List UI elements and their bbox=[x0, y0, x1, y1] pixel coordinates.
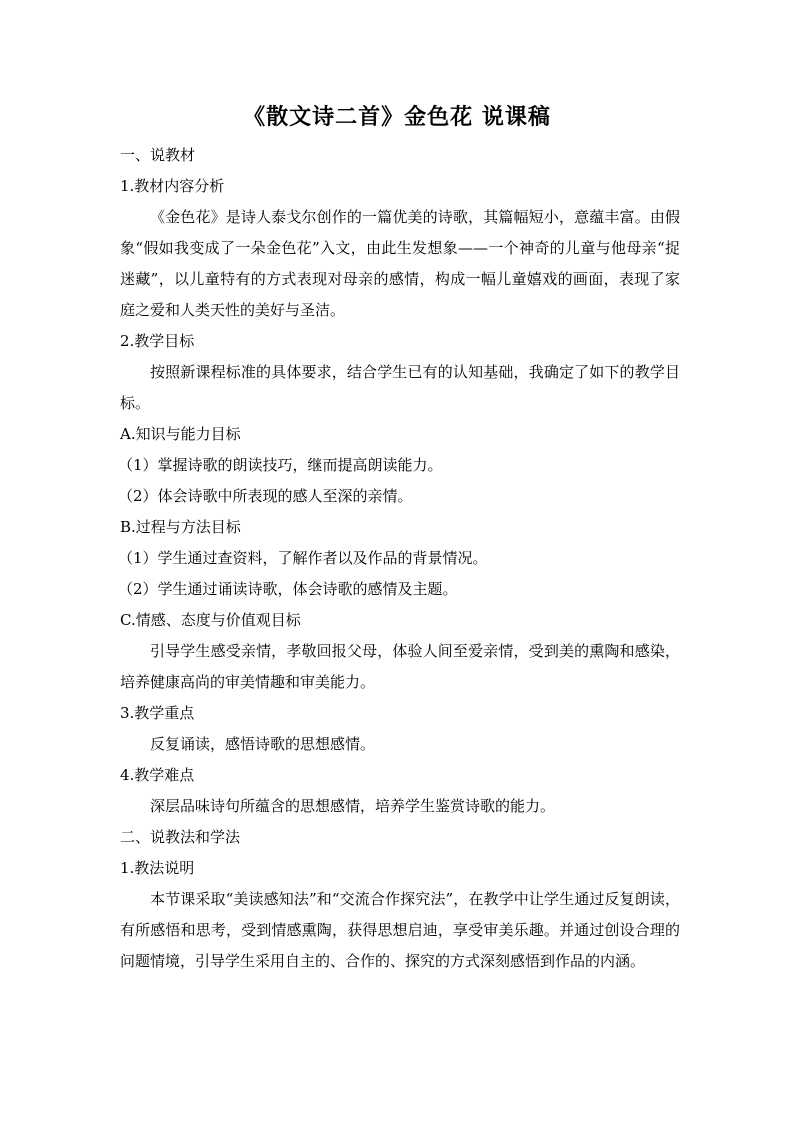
list-item: （1）学生通过查资料，了解作者以及作品的背景情况。 bbox=[118, 549, 488, 567]
goal-heading: A.知识与能力目标 bbox=[120, 425, 241, 443]
list-item: （2）体会诗歌中所表现的感人至深的亲情。 bbox=[118, 487, 413, 505]
subsection-heading: 1.教材内容分析 bbox=[120, 177, 225, 195]
list-item: （2）学生通过诵读诗歌，体会诗歌的感情及主题。 bbox=[118, 580, 458, 598]
subsection-heading: 2.教学目标 bbox=[120, 332, 195, 350]
goal-heading: C.情感、态度与价值观目标 bbox=[120, 611, 301, 629]
paragraph: 《金色花》是诗人泰戈尔创作的一篇优美的诗歌，其篇幅短小，意蕴丰富。由假象“假如我变成了一朵金色花”入文，由此生发想象——一个神奇的儿童与他母亲“捉迷藏”，以儿童特有的方式表现对母亲的感情，构成一幅儿童嬉戏的画面，表现了家庭之爱和人类天性的美好与圣洁。 bbox=[120, 208, 680, 319]
subsection-heading: 4.教学难点 bbox=[120, 766, 195, 784]
list-item: （1）掌握诗歌的朗读技巧，继而提高朗读能力。 bbox=[118, 456, 443, 474]
paragraph: 深层品味诗句所蕴含的思想感情，培养学生鉴赏诗歌的能力。 bbox=[150, 797, 556, 815]
section-heading: 一、说教材 bbox=[120, 146, 196, 164]
section-heading: 二、说教法和学法 bbox=[120, 828, 241, 846]
paragraph: 反复诵读，感悟诗歌的思想感情。 bbox=[150, 735, 376, 753]
document-title: 《散文诗二首》金色花 说课稿 bbox=[243, 104, 551, 130]
paragraph: 本节课采取“美读感知法”和“交流合作探究法”，在教学中让学生通过反复朗读，有所感悟和思考，受到情感熏陶，获得思想启迪，享受审美乐趣。并通过创设合理的问题情境，引导学生采用自主的、合作的、探究的方式深刻感悟到作品的内涵。 bbox=[120, 890, 680, 970]
paragraph: 引导学生感受亲情，孝敬回报父母，体验人间至爱亲情，受到美的熏陶和感染，培养健康高尚的审美情趣和审美能力。 bbox=[120, 642, 680, 691]
document-body bbox=[120, 140, 680, 977]
subsection-heading: 3.教学重点 bbox=[120, 704, 195, 722]
subsection-heading: 1.教法说明 bbox=[120, 859, 195, 877]
paragraph: 按照新课程标准的具体要求，结合学生已有的认知基础，我确定了如下的教学目标。 bbox=[120, 363, 680, 412]
goal-heading: B.过程与方法目标 bbox=[120, 518, 241, 536]
